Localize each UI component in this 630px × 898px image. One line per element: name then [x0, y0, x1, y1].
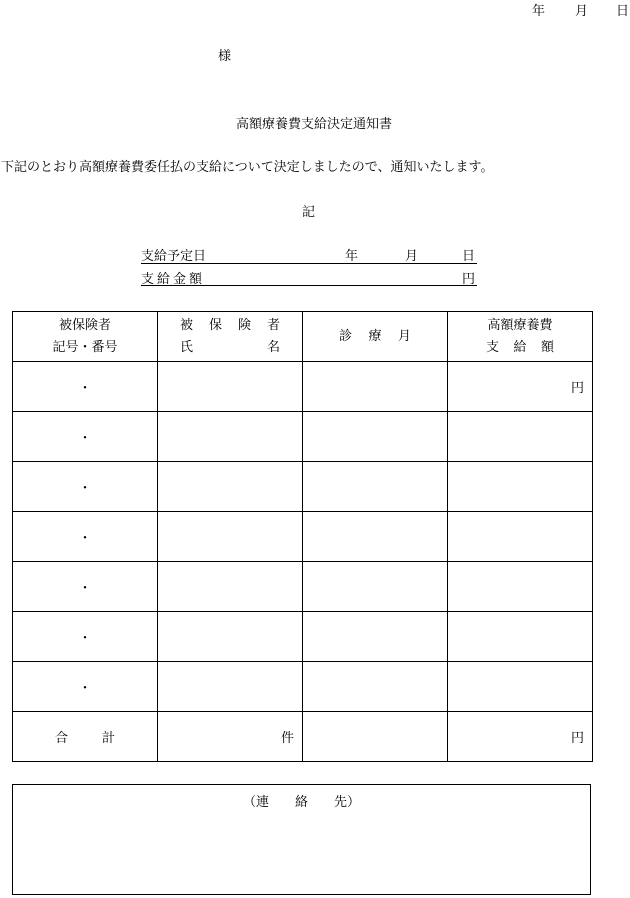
- addressee-suffix: 様: [218, 49, 232, 64]
- treatment-month-cell[interactable]: [303, 562, 448, 612]
- insured-number-cell[interactable]: ・: [13, 662, 158, 712]
- table-header-row: [13, 312, 593, 362]
- treatment-month-cell[interactable]: [303, 512, 448, 562]
- amount-label: 支給金額: [141, 272, 206, 287]
- benefit-amount-cell[interactable]: [448, 412, 593, 462]
- header-benefit-amount: 高額療養費 支 給 額: [448, 312, 593, 362]
- table-row: [13, 412, 593, 462]
- table-row: [13, 512, 593, 562]
- insured-name-cell[interactable]: [158, 362, 303, 412]
- table-row: [13, 662, 593, 712]
- payment-date-underline: [141, 263, 477, 264]
- treatment-month-cell[interactable]: [303, 612, 448, 662]
- table-row: [13, 362, 593, 412]
- treatment-month-cell[interactable]: [303, 412, 448, 462]
- insured-name-cell[interactable]: [158, 612, 303, 662]
- treatment-month-cell[interactable]: [303, 662, 448, 712]
- insured-number-cell[interactable]: ・: [13, 562, 158, 612]
- contact-title: （連 絡 先）: [242, 795, 360, 810]
- insured-name-cell[interactable]: [158, 662, 303, 712]
- benefit-amount-cell[interactable]: [448, 462, 593, 512]
- benefit-amount-cell[interactable]: [448, 512, 593, 562]
- payment-year-label: 年: [345, 249, 359, 264]
- amount-underline: [141, 285, 477, 286]
- table-row: [13, 612, 593, 662]
- table-total-row: [13, 712, 593, 762]
- table-row: [13, 562, 593, 612]
- header-insured-number: 被保険者 記号・番号: [13, 312, 158, 362]
- insured-number-cell[interactable]: ・: [13, 612, 158, 662]
- date-year-label: 年: [532, 4, 546, 19]
- benefit-amount-cell[interactable]: [448, 612, 593, 662]
- date-month-label: 月: [575, 4, 589, 19]
- insured-number-cell[interactable]: ・: [13, 462, 158, 512]
- header-treatment-month: 診 療 月: [303, 312, 448, 362]
- insured-number-cell[interactable]: ・: [13, 362, 158, 412]
- benefit-amount-cell[interactable]: [448, 662, 593, 712]
- insured-number-cell[interactable]: ・: [13, 512, 158, 562]
- insured-name-cell[interactable]: [158, 412, 303, 462]
- insured-number-cell[interactable]: ・: [13, 412, 158, 462]
- total-amount-cell[interactable]: 円: [448, 712, 593, 762]
- treatment-month-cell[interactable]: [303, 362, 448, 412]
- total-label-cell: 合 計: [13, 712, 158, 762]
- benefit-amount-cell[interactable]: [448, 562, 593, 612]
- date-day-label: 日: [616, 4, 630, 19]
- total-empty-cell: [303, 712, 448, 762]
- document-title: 高額療養費支給決定通知書: [235, 117, 392, 132]
- benefit-table: [12, 311, 593, 762]
- insured-name-cell[interactable]: [158, 562, 303, 612]
- table-row: [13, 462, 593, 512]
- total-count-cell[interactable]: 件: [158, 712, 303, 762]
- header-insured-name: 被 保 険 者 氏 名: [158, 312, 303, 362]
- payment-date-label: 支給予定日: [141, 249, 207, 264]
- treatment-month-cell[interactable]: [303, 462, 448, 512]
- body-text: 下記のとおり高額療養費委任払の支給について決定しましたので、通知いたします。: [1, 160, 494, 175]
- contact-box: [12, 784, 591, 895]
- ki-label: 記: [302, 205, 316, 220]
- insured-name-cell[interactable]: [158, 512, 303, 562]
- date-line: [0, 0, 630, 20]
- insured-name-cell[interactable]: [158, 462, 303, 512]
- amount-unit: 円: [462, 272, 476, 287]
- payment-day-label: 日: [462, 249, 476, 264]
- payment-month-label: 月: [405, 249, 419, 264]
- benefit-amount-cell[interactable]: 円: [448, 362, 593, 412]
